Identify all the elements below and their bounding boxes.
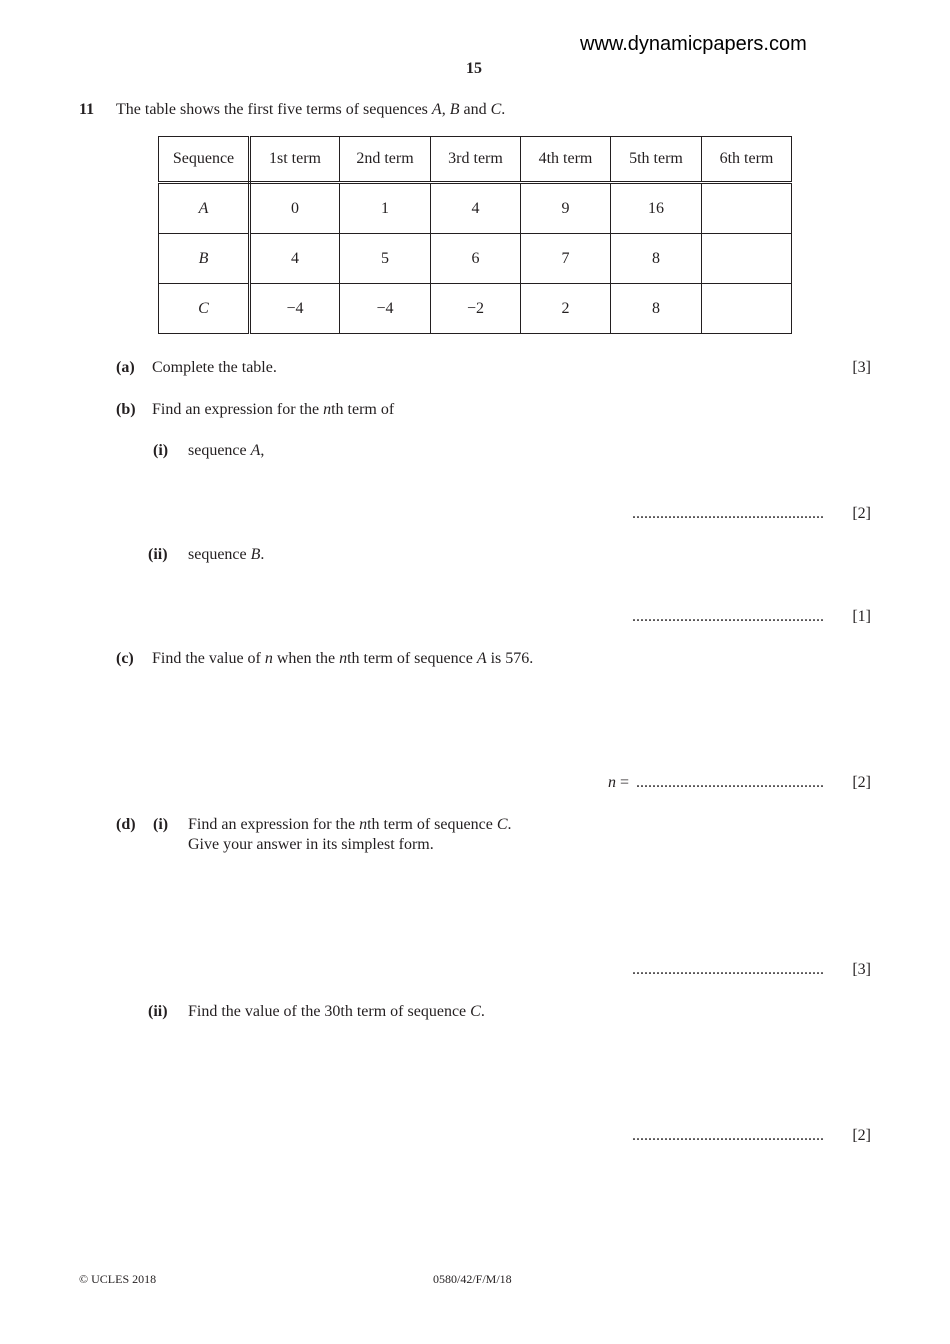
question-number: 11: [79, 101, 95, 118]
part-d-ii-label: (ii): [148, 1003, 168, 1020]
part-c-answer-line[interactable]: ...............................................: [636, 774, 824, 791]
question-intro: The table shows the first five terms of sequences A, B and C.: [116, 101, 506, 118]
header-cell-6th-term: 6th term: [702, 137, 792, 183]
table-cell: −4: [250, 284, 340, 334]
row-label: B: [159, 234, 250, 284]
header-cell-1st-term: 1st term: [250, 137, 340, 183]
part-a-label: (a): [116, 359, 135, 376]
table-cell: 8: [611, 284, 702, 334]
part-b-ii-text: sequence B.: [188, 546, 265, 563]
part-c-answer-prefix: n =: [608, 774, 630, 791]
part-c-marks: [2]: [852, 774, 871, 791]
part-a-marks: [3]: [852, 359, 871, 376]
table-cell: 6: [431, 234, 521, 284]
table-header-row: [159, 137, 792, 183]
part-d-ii-marks: [2]: [852, 1127, 871, 1144]
row-label: A: [159, 183, 250, 234]
sequence-table: [158, 136, 792, 334]
part-b-i-text: sequence A,: [188, 442, 265, 459]
part-d-i-label: (i): [153, 816, 169, 833]
part-b-ii-label: (ii): [148, 546, 168, 563]
part-d-ii-text: Find the value of the 30th term of sequence C.: [188, 1003, 485, 1020]
part-d-label: (d): [116, 816, 136, 833]
part-d-i-text-line2: Give your answer in its simplest form.: [188, 836, 434, 853]
part-d-i-answer-line[interactable]: ................................................: [632, 961, 824, 978]
header-cell-3rd-term: 3rd term: [431, 137, 521, 183]
header-cell-2nd-term: 2nd term: [340, 137, 431, 183]
part-b-i-label: (i): [153, 442, 169, 459]
part-b-label: (b): [116, 401, 136, 418]
header-cell-5th-term: 5th term: [611, 137, 702, 183]
table-row-sequence-c: [159, 284, 792, 334]
table-cell: 2: [521, 284, 611, 334]
table-cell: 4: [431, 183, 521, 234]
footer-paper-code: 0580/42/F/M/18: [433, 1272, 512, 1286]
page-number: 15: [466, 60, 482, 77]
part-d-i-text-line1: Find an expression for the nth term of sequence C.: [188, 816, 512, 833]
header-cell-4th-term: 4th term: [521, 137, 611, 183]
part-b-ii-marks: [1]: [852, 608, 871, 625]
part-a-text: Complete the table.: [152, 359, 277, 376]
row-label: C: [159, 284, 250, 334]
table-cell: 0: [250, 183, 340, 234]
header-cell-sequence: Sequence: [159, 137, 250, 183]
table-cell: 5: [340, 234, 431, 284]
table-cell: 7: [521, 234, 611, 284]
table-cell: 1: [340, 183, 431, 234]
part-d-i-marks: [3]: [852, 961, 871, 978]
answer-cell-a-6th[interactable]: [702, 183, 792, 234]
table-cell: 8: [611, 234, 702, 284]
answer-cell-b-6th[interactable]: [702, 234, 792, 284]
table-cell: −2: [431, 284, 521, 334]
table-cell: 4: [250, 234, 340, 284]
part-d-ii-answer-line[interactable]: ................................................: [632, 1127, 824, 1144]
table-cell: −4: [340, 284, 431, 334]
part-c-label: (c): [116, 650, 134, 667]
footer-copyright: © UCLES 2018: [79, 1272, 157, 1286]
website-watermark: www.dynamicpapers.com: [580, 33, 807, 55]
answer-cell-c-6th[interactable]: [702, 284, 792, 334]
table-cell: 9: [521, 183, 611, 234]
table-row-sequence-a: [159, 183, 792, 234]
part-b-i-answer-line[interactable]: ................................................: [632, 505, 824, 522]
table-cell: 16: [611, 183, 702, 234]
part-b-ii-answer-line[interactable]: ................................................: [632, 608, 824, 625]
part-b-text: Find an expression for the nth term of: [152, 401, 395, 418]
table-row-sequence-b: [159, 234, 792, 284]
part-b-i-marks: [2]: [852, 505, 871, 522]
part-c-text: Find the value of n when the nth term of sequence A is 576.: [152, 650, 534, 667]
